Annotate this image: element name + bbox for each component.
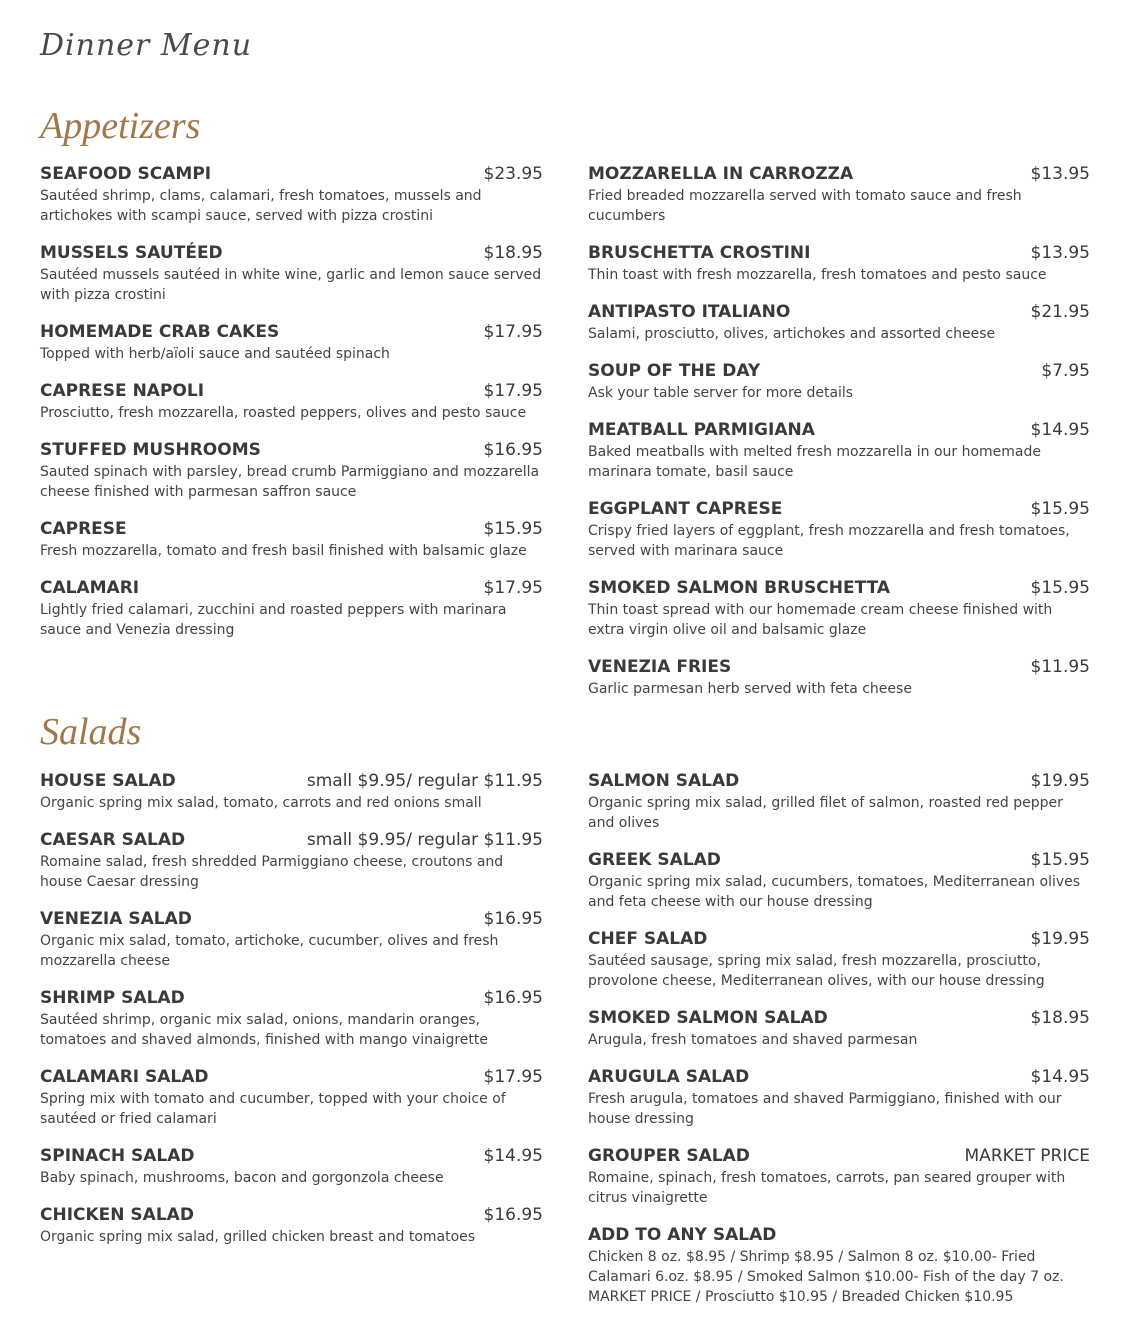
menu-item: [40, 1146, 543, 1188]
menu-item: [588, 1146, 1090, 1208]
section-title-appetizers: Appetizers: [40, 105, 201, 147]
menu-item-name: VENEZIA FRIES: [588, 657, 732, 677]
menu-item-name: CAPRESE: [40, 519, 127, 539]
menu-item-name: CALAMARI SALAD: [40, 1067, 209, 1087]
menu-item-description: Organic spring mix salad, grilled filet of salmon, roasted red pepper and olives: [588, 795, 1063, 831]
menu-item-price: $16.95: [483, 1205, 543, 1225]
menu-item-price: $23.95: [483, 164, 543, 184]
menu-item-description: Organic spring mix salad, grilled chicken breast and tomatoes: [40, 1229, 476, 1245]
menu-item: [588, 1225, 1090, 1307]
menu-item-price: MARKET PRICE: [964, 1146, 1090, 1166]
menu-item-price: $16.95: [483, 909, 543, 929]
menu-item-description: Romaine salad, fresh shredded Parmiggiano cheese, croutons and house Caesar dressing: [40, 854, 504, 890]
menu-item-description: Organic spring mix salad, tomato, carrots and red onions small: [40, 795, 482, 811]
menu-item: [588, 164, 1090, 226]
menu-item-name: SMOKED SALMON SALAD: [588, 1008, 828, 1028]
menu-item: [40, 322, 543, 364]
menu-item: [588, 361, 1090, 403]
menu-item-description: Ask your table server for more details: [588, 385, 854, 401]
menu-item-name: BRUSCHETTA CROSTINI: [588, 243, 811, 263]
menu-item-price: $11.95: [1030, 657, 1090, 677]
menu-item-name: EGGPLANT CAPRESE: [588, 499, 783, 519]
menu-item-name: MEATBALL PARMIGIANA: [588, 420, 815, 440]
section-title-salads: Salads: [40, 711, 142, 753]
menu-item-name: STUFFED MUSHROOMS: [40, 440, 261, 460]
menu-item-price: $21.95: [1030, 302, 1090, 322]
menu-item-name: ARUGULA SALAD: [588, 1067, 750, 1087]
menu-item-price: $13.95: [1030, 243, 1090, 263]
menu-item-price: $15.95: [1030, 850, 1090, 870]
menu-item: [40, 1067, 543, 1129]
menu-item: [588, 243, 1090, 285]
menu-item-description: Spring mix with tomato and cucumber, topped with your choice of sautéed or fried calamari: [40, 1091, 506, 1127]
menu-item-name: GREEK SALAD: [588, 850, 721, 870]
menu-item-name: SALMON SALAD: [588, 771, 740, 791]
menu-item-description: Romaine, spinach, fresh tomatoes, carrots, pan seared grouper with citrus vinaigrette: [588, 1170, 1066, 1206]
menu-item: [40, 771, 543, 813]
menu-item-price: $18.95: [483, 243, 543, 263]
menu-item: [40, 381, 543, 423]
menu-item-description: Sauted spinach with parsley, bread crumb Parmiggiano and mozzarella cheese finished with parmesan saffron sauce: [40, 464, 540, 500]
menu-item-price: $17.95: [483, 322, 543, 342]
menu-item: [588, 1067, 1090, 1129]
menu-item-description: Organic spring mix salad, cucumbers, tomatoes, Mediterranean olives and feta cheese with our house dressing: [588, 874, 1081, 910]
salads-left-column: [40, 771, 543, 1264]
menu-item-name: VENEZIA SALAD: [40, 909, 192, 929]
menu-item-name: SPINACH SALAD: [40, 1146, 195, 1166]
menu-item-description: Fresh arugula, tomatoes and shaved Parmiggiano, finished with our house dressing: [588, 1091, 1062, 1127]
menu-item-description: Baby spinach, mushrooms, bacon and gorgonzola cheese: [40, 1170, 444, 1186]
menu-item-description: Garlic parmesan herb served with feta cheese: [588, 681, 912, 697]
menu-item-name: SMOKED SALMON BRUSCHETTA: [588, 578, 891, 598]
menu-item-price: $15.95: [483, 519, 543, 539]
menu-item-description: Organic mix salad, tomato, artichoke, cucumber, olives and fresh mozzarella cheese: [40, 933, 499, 969]
menu-item-description: Baked meatballs with melted fresh mozzarella in our homemade marinara tomate, basil sauce: [588, 444, 1042, 480]
menu-item-price: $19.95: [1030, 771, 1090, 791]
menu-item-name: HOMEMADE CRAB CAKES: [40, 322, 280, 342]
menu-item: [40, 578, 543, 640]
menu-item-description: Prosciutto, fresh mozzarella, roasted peppers, olives and pesto sauce: [40, 405, 527, 421]
menu-item-price: $17.95: [483, 381, 543, 401]
menu-item: [40, 830, 543, 892]
menu-item: [588, 578, 1090, 640]
menu-item-description: Sautéed shrimp, organic mix salad, onions, mandarin oranges, tomatoes and shaved almonds, finished with mango vinaigrette: [40, 1012, 488, 1048]
appetizers-right-column: [588, 164, 1090, 716]
menu-item-name: CAPRESE NAPOLI: [40, 381, 205, 401]
menu-item-name: CHICKEN SALAD: [40, 1205, 194, 1225]
menu-item-price: $17.95: [483, 578, 543, 598]
menu-item-description: Sautéed mussels sautéed in white wine, garlic and lemon sauce served with pizza crostini: [40, 267, 542, 303]
menu-item-price: $14.95: [1030, 1067, 1090, 1087]
menu-item-name: SEAFOOD SCAMPI: [40, 164, 212, 184]
menu-item-name: CHEF SALAD: [588, 929, 708, 949]
menu-item-name: GROUPER SALAD: [588, 1146, 750, 1166]
appetizers-left-column: [40, 164, 543, 657]
menu-item-price: $7.95: [1041, 361, 1090, 381]
menu-item: [40, 909, 543, 971]
menu-item-description: Crispy fried layers of eggplant, fresh mozzarella and fresh tomatoes, served with marinara sauce: [588, 523, 1070, 559]
menu-item-name: HOUSE SALAD: [40, 771, 176, 791]
menu-item-description: Lightly fried calamari, zucchini and roasted peppers with marinara sauce and Venezia dressing: [40, 602, 507, 638]
page-title: Dinner Menu: [40, 28, 253, 63]
menu-item: [588, 929, 1090, 991]
menu-item-description: Sautéed sausage, spring mix salad, fresh mozzarella, prosciutto, provolone cheese, Mediterranean olives, with our house dressing: [588, 953, 1045, 989]
menu-item-name: CALAMARI: [40, 578, 140, 598]
menu-item-name: SHRIMP SALAD: [40, 988, 185, 1008]
menu-item-price: small $9.95/ regular $11.95: [306, 771, 543, 791]
salads-right-column: [588, 771, 1090, 1324]
menu-item-name: ADD TO ANY SALAD: [588, 1225, 777, 1245]
menu-item: [588, 657, 1090, 699]
menu-item-name: ANTIPASTO ITALIANO: [588, 302, 791, 322]
menu-item: [40, 440, 543, 502]
menu-item: [588, 771, 1090, 833]
menu-item-price: small $9.95/ regular $11.95: [306, 830, 543, 850]
menu-item-price: $19.95: [1030, 929, 1090, 949]
menu-item-name: SOUP OF THE DAY: [588, 361, 761, 381]
menu-item-price: $18.95: [1030, 1008, 1090, 1028]
menu-item: [588, 850, 1090, 912]
menu-item: [40, 164, 543, 226]
menu-item: [588, 420, 1090, 482]
menu-item-price: $16.95: [483, 988, 543, 1008]
menu-item-description: Salami, prosciutto, olives, artichokes and assorted cheese: [588, 326, 996, 342]
menu-item-description: Sautéed shrimp, clams, calamari, fresh tomatoes, mussels and artichokes with scampi sauce, served with pizza crostini: [40, 188, 482, 224]
menu-item-description: Thin toast with fresh mozzarella, fresh tomatoes and pesto sauce: [588, 267, 1047, 283]
menu-item: [40, 243, 543, 305]
menu-item-name: MOZZARELLA IN CARROZZA: [588, 164, 854, 184]
menu-item-price: $15.95: [1030, 499, 1090, 519]
menu-item-price: $14.95: [483, 1146, 543, 1166]
menu-item-description: Fresh mozzarella, tomato and fresh basil finished with balsamic glaze: [40, 543, 527, 559]
menu-item-price: $13.95: [1030, 164, 1090, 184]
menu-item-description: Fried breaded mozzarella served with tomato sauce and fresh cucumbers: [588, 188, 1022, 224]
menu-item-name: MUSSELS SAUTÉED: [40, 243, 223, 263]
menu-item: [588, 1008, 1090, 1050]
menu-item-price: $15.95: [1030, 578, 1090, 598]
menu-item-price: $14.95: [1030, 420, 1090, 440]
menu-item-description: Topped with herb/aïoli sauce and sautéed spinach: [40, 346, 390, 362]
menu-item-price: $17.95: [483, 1067, 543, 1087]
menu-item-description: Arugula, fresh tomatoes and shaved parmesan: [588, 1032, 918, 1048]
menu-item-name: CAESAR SALAD: [40, 830, 186, 850]
menu-item-price: $16.95: [483, 440, 543, 460]
menu-item: [40, 1205, 543, 1247]
menu-item: [588, 499, 1090, 561]
menu-item: [588, 302, 1090, 344]
menu-item: [40, 519, 543, 561]
menu-item-description: Thin toast spread with our homemade cream cheese finished with extra virgin olive oil and balsamic glaze: [588, 602, 1053, 638]
menu-item-description: Chicken 8 oz. $8.95 / Shrimp $8.95 / Salmon 8 oz. $10.00- Fried Calamari 6.oz. $8.95 / Smoked Salmon $10.00- Fish of the day 7 oz. MARKET PRICE / Prosciutto $10.95 / Breaded Chicken $10.95: [588, 1249, 1064, 1305]
menu-item: [40, 988, 543, 1050]
